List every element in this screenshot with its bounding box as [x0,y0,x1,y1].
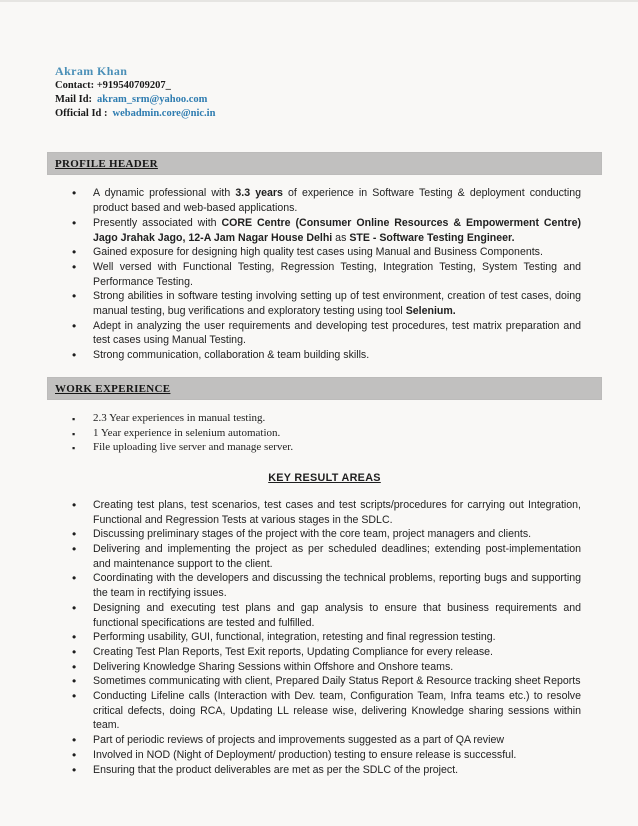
bullet-item: • Strong communication, collaboration & team building skills. [70,348,581,363]
bullet-item: • Involved in NOD (Night of Deployment/ production) testing to ensure release is successful. [70,748,581,763]
contact-block [55,2,638,120]
bullet-item: • Conducting Lifeline calls (Interaction with Dev. team, Configuration Team, Infra teams etc.) to resolve critical defects, doing RCA, Updating LL release wise, delivering Knowledge sharing sessions within team. [70,689,581,733]
bullet-item: • Discussing preliminary stages of the project with the core team, project managers and clients. [70,527,581,542]
profile-header-section-bar [47,152,602,175]
bullet-item: • Adept in analyzing the user requirements and developing test procedures, test matrix preparation and test cases using Manual Testing. [70,319,581,348]
contact-phone-line [55,79,638,93]
contact-label: Contact: [55,80,95,91]
bullet-item: ▪ 2.3 Year experiences in manual testing. [70,411,581,426]
bullet-item: • Presently associated with CORE Centre (Consumer Online Resources & Empowerment Centre) Jago Jrahak Jago, 12-A Jam Nagar House Delhi as STE - Software Testing Engineer. [70,216,581,245]
bullet-item: • Part of periodic reviews of projects and improvements suggested as a part of QA review [70,733,581,748]
profile-bullet-list [70,186,581,362]
bullet-item: • Gained exposure for designing high quality test cases using Manual and Business Components. [70,245,581,260]
mail-label: Mail Id: [55,93,93,105]
bullet-item: • A dynamic professional with 3.3 years of experience in Software Testing & deployment conducting product based and web-based applications. [70,186,581,215]
bullet-item: ▪ File uploading live server and manage server. [70,440,581,455]
bullet-item: • Creating test plans, test scenarios, test cases and test scripts/procedures for carrying out Integration, Functional and Regression Tests at various stages in the SDLC. [70,498,581,527]
bullet-item: ▪ 1 Year experience in selenium automation. [70,426,581,441]
key-result-areas-bullet-list [70,498,581,777]
key-result-areas-title: KEY RESULT AREAS [268,471,381,484]
bullet-item: • Well versed with Functional Testing, Regression Testing, Integration Testing, System Testing and Performance Testing. [70,260,581,289]
document-body [47,152,602,777]
bullet-item: • Performing usability, GUI, functional, integration, retesting and final regression testing. [70,630,581,645]
bullet-item: • Creating Test Plan Reports, Test Exit reports, Updating Compliance for every release. [70,645,581,660]
mail-link[interactable]: akram_srm@yahoo.com [97,93,208,105]
official-mail-link[interactable]: webadmin.core@nic.in [112,107,216,119]
work-experience-title: WORK EXPERIENCE [55,382,171,395]
bullet-item: • Delivering Knowledge Sharing Sessions within Offshore and Onshore teams. [70,660,581,675]
official-id-line [55,107,638,121]
work-experience-section-bar [47,377,602,400]
profile-header-title: PROFILE HEADER [55,158,158,171]
bullet-item: • Designing and executing test plans and gap analysis to ensure that business requirements and functional specifications are tested and fulfilled. [70,601,581,630]
contact-phone: +919540709207_ [96,80,171,91]
mail-id-line [55,93,638,107]
bullet-item: • Ensuring that the product deliverables are met as per the SDLC of the project. [70,763,581,778]
official-label: Official Id : [55,107,108,119]
bullet-item: • Delivering and implementing the project as per scheduled deadlines; extending post-implementation and maintenance support to the client. [70,542,581,571]
bullet-item: • Strong abilities in software testing involving setting up of test environment, creation of test cases, doing manual testing, bug verifications and exploratory testing using tool Selenium. [70,289,581,318]
person-name: Akram Khan [55,64,128,78]
work-experience-bullet-list [70,411,581,455]
bullet-item: • Sometimes communicating with client, Prepared Daily Status Report & Resource tracking sheet Reports [70,674,581,689]
bullet-item: • Coordinating with the developers and discussing the technical problems, reporting bugs and supporting the team in rectifying issues. [70,571,581,600]
